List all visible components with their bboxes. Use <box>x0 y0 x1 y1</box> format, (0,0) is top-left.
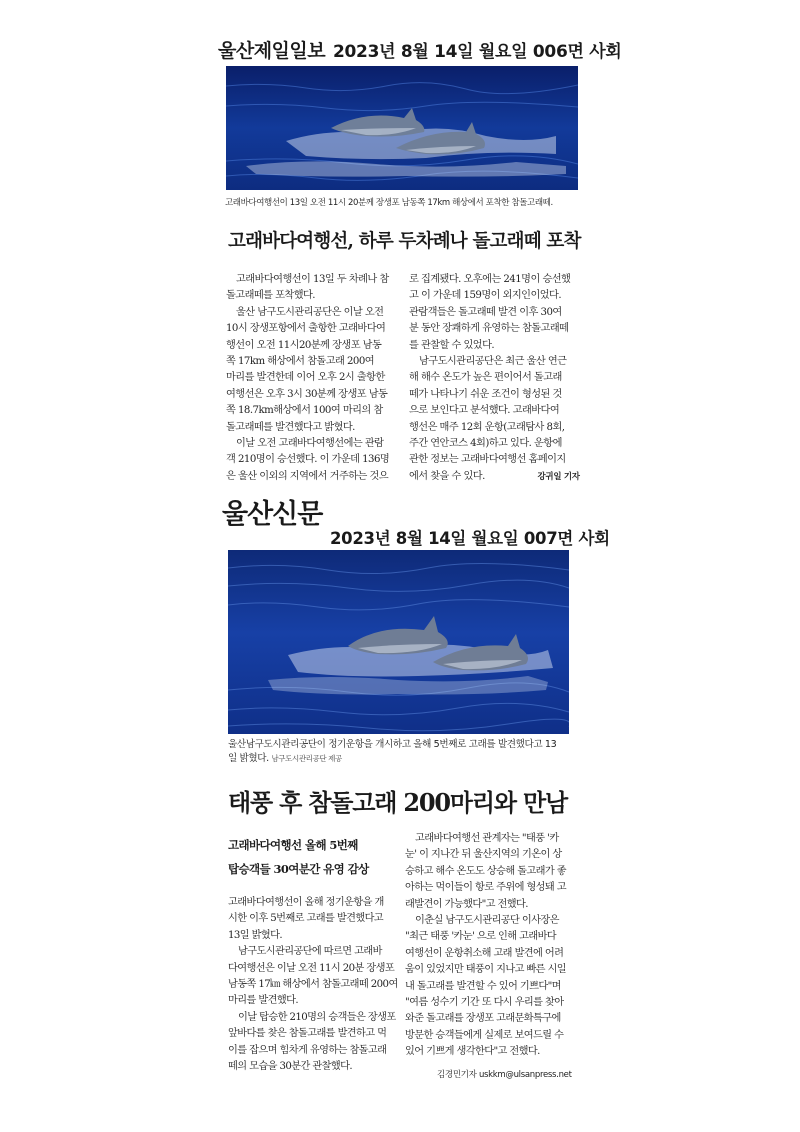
body-line: 를 관찰할 수 있었다. <box>409 339 495 351</box>
article-body-left <box>226 272 396 485</box>
article-body-right <box>409 272 581 485</box>
body-line: 내 돌고래를 발견할 수 있어 기쁘다"며 <box>405 980 561 992</box>
body-line: "여름 성수기 기간 또 다시 우리를 찾아 <box>405 997 564 1009</box>
photo-credit: 남구도시관리공단 제공 <box>271 754 342 763</box>
body-line: 관한 정보는 고래바다여행선 홈페이지 <box>409 454 566 466</box>
body-line: 움이 있었지만 태풍이 지나고 빠른 시일 <box>405 964 567 976</box>
body-line: 아하는 먹이들이 항로 주위에 형성돼 고 <box>405 882 567 894</box>
caption-line: 울산남구도시관리공단이 정기운항을 개시하고 올해 5번째로 고래를 발견했다고 13 <box>228 739 557 750</box>
body-line: 래발견이 가능했다"고 전했다. <box>405 898 528 910</box>
body-line: 13일 밝혔다. <box>228 929 283 941</box>
body-line: 방문한 승객들에게 실제로 보여드릴 수 <box>405 1029 564 1041</box>
body-line: 으로 보인다고 분석했다. 고래바다여 <box>409 405 560 417</box>
body-line: 떼가 나타나기 쉬운 조건이 형성된 것 <box>409 388 562 400</box>
subhead: 탑승객들 30여분간 유영 감상 <box>228 862 369 876</box>
body-line: 은 울산 이외의 지역에서 거주하는 것으 <box>226 470 389 482</box>
body-line: 울산 남구도시관리공단은 이날 오전 <box>236 306 384 318</box>
dolphin-photo <box>228 550 569 734</box>
body-line: 이날 오전 고래바다여행선에는 관람 <box>236 438 384 450</box>
article-headline: 고래바다여행선, 하루 두차례나 돌고래떼 포착 <box>228 231 581 252</box>
masthead-ulsan-jeil: 울산제일일보 <box>218 40 326 62</box>
photo-caption <box>228 738 578 766</box>
body-line: 객 210명이 승선했다. 이 가운데 136명 <box>226 454 390 466</box>
body-line: 쪽 18.7km해상에서 100여 마리의 참 <box>226 405 383 417</box>
photo-caption: 고래바다여행선이 13일 오전 11시 20분께 장생포 남동쪽 17km 해상에서 포착한 참돌고래떼. <box>225 198 553 208</box>
body-line: 돌고래떼를 발견했다고 밝혔다. <box>226 421 355 433</box>
article-body-left <box>228 895 400 1075</box>
article-subheads <box>228 833 369 881</box>
body-line: 남동쪽 17㎞ 해상에서 참돌고래떼 200여 <box>228 979 398 991</box>
body-line: 로 집계됐다. 오후에는 241명이 승선했 <box>409 274 571 285</box>
body-line: 행선은 매주 12회 운항(고래탐사 8회, <box>409 421 565 433</box>
body-line: 해 해수 온도가 높은 편이어서 돌고래 <box>409 372 562 384</box>
body-line: 쪽 17km 해상에서 참돌고래 200여 <box>226 356 375 368</box>
body-line: 남구도시관리공단에 따르면 고래바 <box>238 946 382 958</box>
byline: 강귀일 기자 <box>537 471 580 482</box>
body-line: 시한 이후 5번째로 고래를 발견했다고 <box>228 913 384 925</box>
body-line: 여행선은 오후 3시 30분께 장생포 남동 <box>226 388 388 400</box>
subhead: 고래바다여행선 올해 5번째 <box>228 838 358 852</box>
body-line: 10시 장생포항에서 출항한 고래바다여 <box>226 323 386 335</box>
byline: 김경민기자 uskkm@ulsanpress.net <box>437 1070 572 1080</box>
masthead-ulsan-sinmun: 울산신문 <box>222 499 323 530</box>
body-line: 에서 찾을 수 있다. <box>409 470 485 482</box>
body-line: 고래바다여행선이 13일 두 차례나 참 <box>236 274 389 285</box>
body-line: 다여행선은 이날 오전 11시 20분 장생포 <box>228 962 395 974</box>
body-line: 주간 연안코스 4회)하고 있다. 운항에 <box>409 438 562 450</box>
body-line: 여행선이 운항취소해 고래 발견에 어려 <box>405 947 564 959</box>
caption-line: 일 밝혔다. <box>228 753 269 764</box>
body-line: 이날 탑승한 210명의 승객들은 장생포 <box>238 1011 396 1023</box>
body-line: 눈' 이 지나간 뒤 울산지역의 기온이 상 <box>405 849 562 861</box>
article-body-right <box>405 831 577 1061</box>
body-line: 마리를 발견했다. <box>228 995 298 1007</box>
dolphin-photo <box>226 66 578 190</box>
body-line: 돌고래떼를 포착했다. <box>226 290 315 302</box>
dateline: 2023년 8월 14일 월요일 006면 사회 <box>333 42 622 62</box>
body-line: 앞바다를 찾은 참돌고래를 발견하고 먹 <box>228 1028 387 1040</box>
body-line: 있어 기쁘게 생각한다"고 전했다. <box>405 1046 540 1058</box>
body-line: 고 이 가운데 159명이 외지인이었다. <box>409 290 562 302</box>
body-line: 이를 잡으며 힘차게 유영하는 참돌고래 <box>228 1044 387 1056</box>
body-line: 승하고 해수 온도도 상승해 돌고래가 좋 <box>405 865 567 877</box>
article-headline: 태풍 후 참돌고래 200마리와 만남 <box>228 788 567 817</box>
body-line: 고래바다여행선이 올해 정기운항을 개 <box>228 897 384 908</box>
body-line: 남구도시관리공단은 최근 울산 연근 <box>419 356 567 368</box>
body-line: 떼의 모습을 30분간 관찰했다. <box>228 1061 352 1073</box>
body-line-last <box>409 469 581 485</box>
body-line: 고래바다여행선 관계자는 "태풍 '카 <box>415 833 559 844</box>
body-line: 마리를 발견한데 이어 오후 2시 출항한 <box>226 372 385 384</box>
body-line: 행선이 오전 11시20분께 장생포 남동 <box>226 339 382 351</box>
body-line: "최근 태풍 '카눈' 으로 인해 고래바다 <box>405 931 557 943</box>
body-line: 분 동안 장쾌하게 유영하는 참돌고래떼 <box>409 323 569 335</box>
dateline: 2023년 8월 14일 월요일 007면 사회 <box>330 529 610 548</box>
body-line: 이춘실 남구도시관리공단 이사장은 <box>415 915 559 927</box>
body-line: 와준 돌고래를 장생포 고래문화특구에 <box>405 1013 561 1025</box>
body-line: 관람객들은 돌고래떼 발견 이후 30여 <box>409 306 562 318</box>
